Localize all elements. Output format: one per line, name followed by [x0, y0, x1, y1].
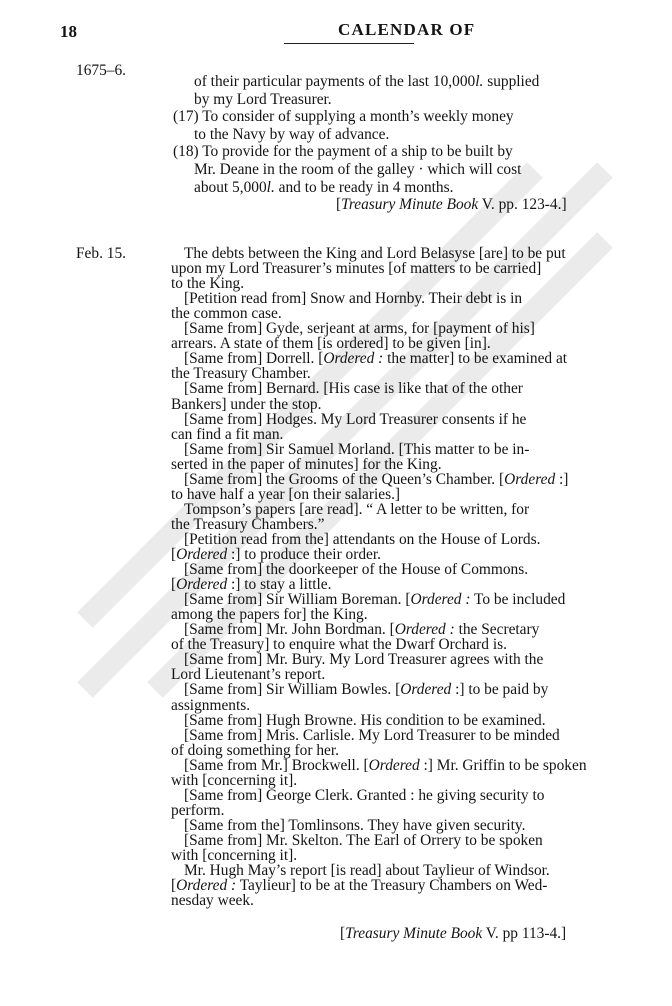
text-line: with [concerning it]. [171, 847, 298, 864]
text-line: [Same from] Gyde, serjeant at arms, for [payment of his] [184, 320, 535, 338]
text-line: Tompson’s papers [are read]. “ A letter to be written, for [184, 500, 530, 518]
text-line: [Same from] Sir William Boreman. [Ordered : To be included [184, 591, 566, 609]
text-line: Bankers] under the stop. [171, 395, 322, 413]
text-line: [Same from] Sir Samuel Morland. [This matter to be in- [184, 440, 530, 458]
text-line: with [concerning it]. [171, 771, 298, 789]
text-line: The debts between the King and Lord Belasyse [are] to be put [184, 245, 566, 262]
text-line: to the Navy by way of advance. [194, 125, 390, 143]
source-citation: [Treasury Minute Book V. pp 113-4.] [340, 925, 567, 942]
text-line: [Same from] Sir William Bowles. [Ordered :] to be paid by [184, 681, 549, 699]
text-line: [Ordered :] to produce their order. [171, 546, 382, 563]
text-line: Mr. Deane in the room of the galley · which will cost [194, 161, 522, 178]
text-line: [Same from] the doorkeeper of the House of Commons. [184, 561, 529, 579]
margin-year: 1675–6. [76, 62, 127, 79]
text-line: about 5,000l. and to be ready in 4 months. [194, 178, 454, 196]
text-line: to the King. [171, 275, 245, 293]
text-line: among the papers for] the King. [171, 606, 368, 624]
text-line: (18) To provide for the payment of a ship to be built by [173, 143, 513, 161]
text-line: the common case. [171, 305, 282, 323]
text-line: serted in the paper of minutes] for the King. [171, 455, 442, 473]
margin-date: Feb. 15. [76, 245, 127, 262]
text-line: [Treasury Minute Book V. pp. 123-4.] [336, 196, 567, 214]
text-line: Lord Lieutenant’s report. [171, 666, 326, 684]
text-line: [Same from] Bernard. [His case is like that of the other [184, 380, 523, 398]
text-line: nesday week. [171, 892, 254, 910]
text-line: perform. [171, 801, 225, 819]
text-line: [Same from] Hugh Browne. His condition to be examined. [184, 711, 546, 729]
text-line: [Same from] Mr. Skelton. The Earl of Orrery to be spoken [184, 831, 543, 849]
text-line: arrears. A state of them [is ordered] to be given [in]. [171, 335, 491, 353]
text-line: (17) To consider of supplying a month’s weekly money [173, 108, 514, 126]
header-rule [284, 43, 414, 44]
text-line: [Same from the] Tomlinsons. They have given security. [184, 816, 526, 834]
text-line: the Treasury Chambers.” [171, 515, 325, 533]
text-line: [Same from] Dorrell. [Ordered : the matter] to be examined at [184, 350, 568, 368]
text-line: [Same from] Hodges. My Lord Treasurer consents if he [184, 410, 527, 428]
text-line: of the Treasury] to enquire what the Dwarf Orchard is. [171, 636, 507, 654]
text-line: [Ordered : Taylieur] to be at the Treasury Chambers on Wed- [171, 877, 548, 895]
text-line: [Same from] Mr. Bury. My Lord Treasurer agrees with the [184, 651, 544, 669]
text-line: [Petition read from] Snow and Hornby. Their debt is in [184, 290, 523, 308]
text-line: [Same from] Mr. John Bordman. [Ordered : the Secretary [184, 621, 540, 639]
text-line: upon my Lord Treasurer’s minutes [of matters to be carried] [171, 260, 542, 278]
page-number: 18 [60, 22, 77, 41]
text-line: by my Lord Treasurer. [194, 90, 332, 108]
text-line: assignments. [171, 696, 251, 714]
text-line: [Same from] George Clerk. Granted : he giving security to [184, 786, 545, 804]
text-line: Mr. Hugh May’s report [is read] about Taylieur of Windsor. [184, 862, 550, 880]
text-line: of their particular payments of the last 10,000l. supplied [194, 73, 540, 90]
text-line: [Same from Mr.] Brockwell. [Ordered :] Mr. Griffin to be spoken [184, 756, 587, 774]
text-line: [Petition read from the] attendants on the House of Lords. [184, 530, 541, 548]
text-line: to have half a year [on their salaries.] [171, 485, 401, 503]
text-line: [Same from] Mris. Carlisle. My Lord Treasurer to be minded [184, 726, 560, 744]
text-line: of doing something for her. [171, 741, 339, 759]
text-line: the Treasury Chamber. [171, 365, 311, 383]
text-line: can find a fit man. [171, 425, 284, 443]
running-title: CALENDAR OF [338, 20, 476, 39]
text-line: [Ordered :] to stay a little. [171, 576, 332, 594]
text-line: [Same from] the Grooms of the Queen’s Chamber. [Ordered :] [184, 470, 569, 488]
